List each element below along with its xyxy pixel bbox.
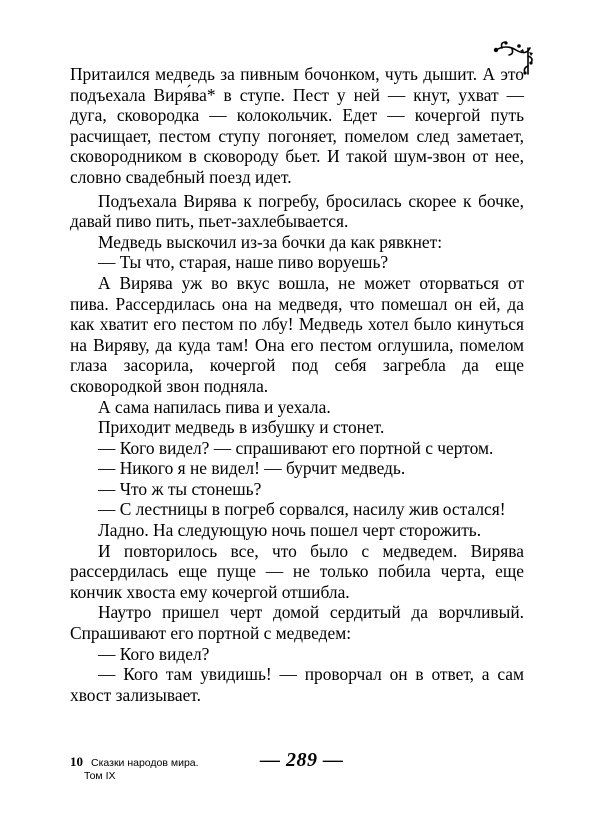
paragraph: А Вирява уж во вкус вошла, не может оторваться от пива. Рассердилась она на медведя, что помешал он ей, да как хватит его пестом по лбу! Медведь хотел было кинуться на Виряву, да куда там! Она его пестом оглушила, помелом глаза засорила, кочергой под себя загребла да еще сковородкой звон подняла. bbox=[70, 272, 524, 396]
dialogue-line: — Ты что, старая, наше пиво воруешь? bbox=[98, 252, 389, 273]
signature-volume: Том IX bbox=[84, 770, 116, 782]
dialogue-line: — Кого видел? bbox=[98, 643, 210, 664]
signature-title: Сказки народов мира. bbox=[91, 757, 199, 769]
paragraph: Медведь выскочил из-за бочки да как рявкнет: bbox=[98, 231, 443, 252]
dialogue-line: — Кого видел? — спрашивают его портной с чертом. bbox=[98, 437, 494, 458]
paragraph: А сама напилась пива и уехала. bbox=[98, 396, 331, 417]
story-text bbox=[70, 64, 524, 705]
dialogue-line: — Никого я не видел! — бурчит медведь. bbox=[98, 458, 406, 479]
paragraph: Ладно. На следующую ночь пошел черт сторожить. bbox=[98, 520, 482, 541]
paragraph: Подъехала Вирява к погребу, бросилась скорее к бочке, давай пиво пить, пьет-захлебывается. bbox=[70, 190, 524, 232]
page-number: — 289 — bbox=[260, 749, 344, 771]
paragraph: Наутро пришел черт домой сердитый да ворчливый. Спрашивают его портной с медведем: bbox=[70, 602, 524, 644]
printer-signature bbox=[70, 755, 199, 783]
dialogue-line: — Кого там увидишь! — проворчал он в ответ, а сам хвост зализывает. bbox=[70, 664, 524, 705]
signature-number: 10 bbox=[70, 754, 83, 769]
paragraph: И повторилось все, что было с медведем. Вирява рассердилась еще пуще — не только побила черта, еще кончик хвоста ему кочергой отшибла. bbox=[70, 540, 524, 602]
dialogue-line: — Что ж ты стонешь? bbox=[98, 478, 262, 499]
dialogue-line: — С лестницы в погреб сорвался, насилу жив остался! bbox=[98, 499, 506, 520]
page-footer bbox=[70, 749, 524, 795]
paragraph: Притаился медведь за пивным бочонком, чуть дышит. А это подъехала Виря́ва* в ступе. Пест у ней — кнут, ухват — дуга, сковородка — колокольчик. Едет — кочергой путь расчищает, пестом ступу погоняет, помелом след заметает, сковородником в сковороду бьет. И такой шум-звон от нее, словно свадебный поезд идет. bbox=[70, 64, 524, 187]
paragraph: Приходит медведь в избушку и стонет. bbox=[98, 417, 385, 438]
